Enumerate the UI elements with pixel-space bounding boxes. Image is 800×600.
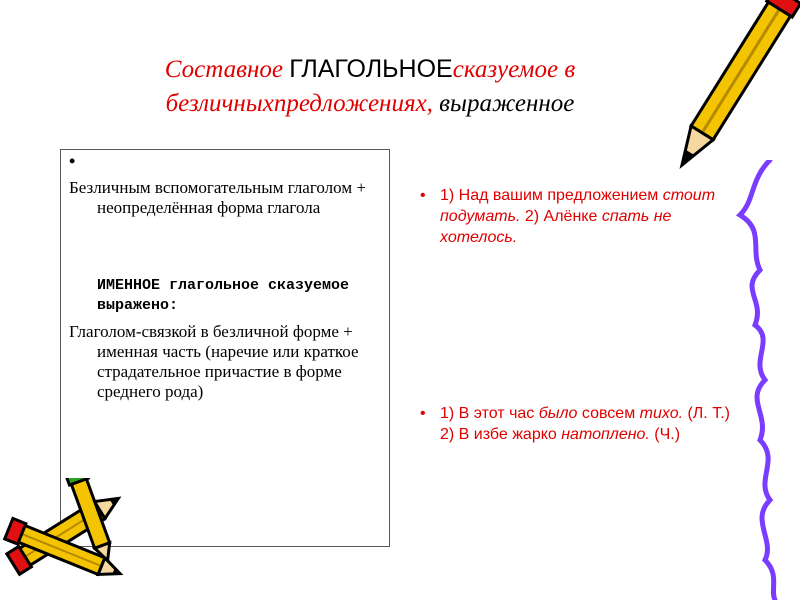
- example-2-e: (Л. Т.) 2) В избе жарко: [440, 405, 730, 443]
- example-1-c: 2) Алёнке: [520, 208, 602, 225]
- rule-text-1: Безличным вспомогательным глаголом + неопределённая форма глагола: [69, 178, 366, 217]
- example-1-d: спать не хотелось.: [440, 208, 672, 246]
- example-2-b: было: [538, 405, 578, 422]
- squiggle-decoration: [730, 160, 800, 600]
- example-2-bullet: •: [420, 405, 426, 422]
- slide-title: [60, 52, 680, 121]
- example-2-g: (Ч.): [649, 426, 681, 443]
- example-1-b: стоит подумать.: [440, 187, 716, 225]
- example-2-a: 1) В этот час: [440, 405, 539, 422]
- title-part-4: выраженное: [439, 90, 575, 117]
- title-part-2: ГЛАГОЛЬНОЕ: [289, 55, 453, 83]
- rule-heading: ИМЕННОЕ глагольное сказуемое выражено:: [97, 277, 350, 314]
- title-part-1: Составное: [164, 56, 290, 83]
- title-part-3: сказуемое в безличныхпредложениях,: [165, 56, 576, 117]
- rule-text-2: Глаголом-связкой в безличной форме + именная часть (наречие или краткое страдательное причастие в форме среднего рода): [69, 322, 359, 401]
- example-2-d: тихо.: [639, 405, 684, 422]
- example-2-c: совсем: [577, 405, 640, 422]
- example-2: [420, 403, 740, 445]
- example-1-a: 1) Над вашим предложением: [440, 187, 663, 204]
- pencils-icon: [0, 478, 140, 598]
- example-2-f: натоплено.: [561, 426, 650, 443]
- example-1-bullet: •: [420, 187, 426, 204]
- rule-bullet: •: [69, 151, 76, 171]
